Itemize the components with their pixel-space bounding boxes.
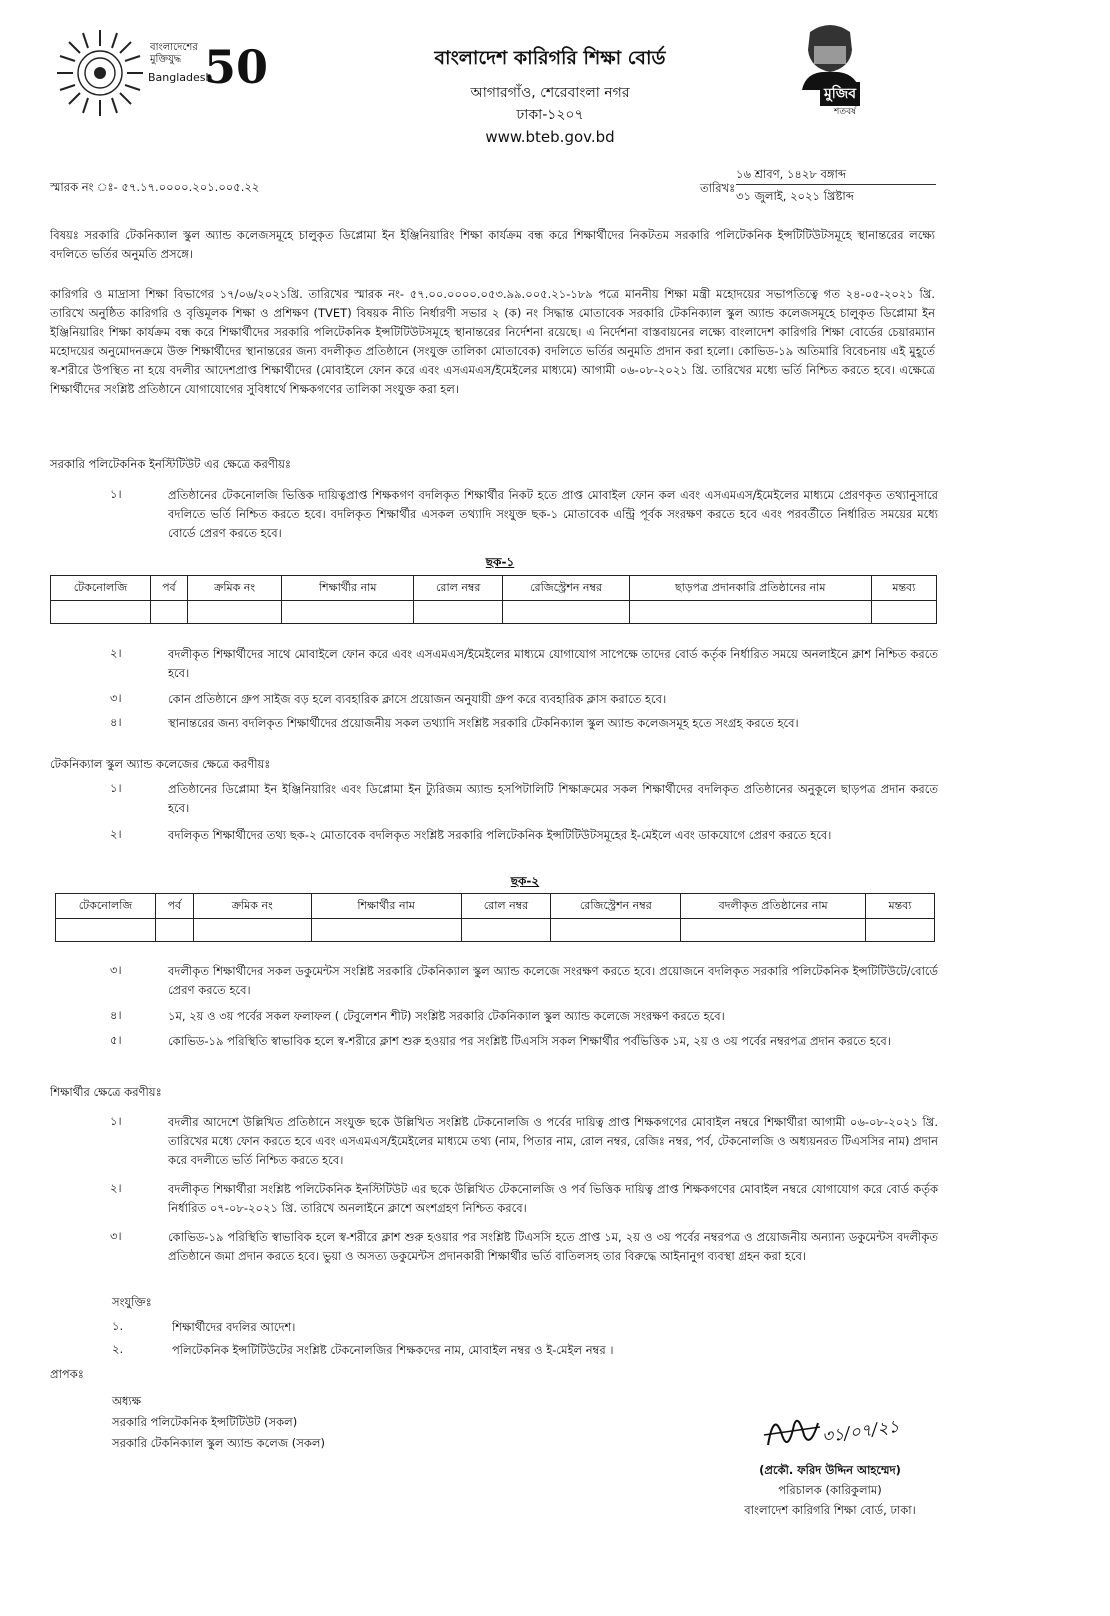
- bteb-emblem-logo: [55, 28, 145, 118]
- address-line-2: ঢাকা-১২০৭: [516, 107, 584, 123]
- col-student-name: শিক্ষার্থীর নাম: [282, 576, 414, 601]
- signatory-office: বাংলাদেশ কারিগরি শিক্ষা বোর্ড, ঢাকা।: [744, 1503, 916, 1517]
- recipients-heading: প্রাপকঃ: [50, 1367, 84, 1381]
- polytechnic-item-3: কোন প্রতিষ্ঠানে গ্রুপ সাইজ বড় হলে ব্যবহারিক ক্লাসে প্রয়োজন অনুযায়ী গ্রুপ করে ব্যবহারিক ক্লাস করাতে হবে।: [168, 692, 667, 706]
- polytechnic-item-1: প্রতিষ্ঠানের টেকনোলজি ভিত্তিক দায়িত্বপ্রাপ্ত শিক্ষকগণ বদলিকৃত শিক্ষার্থীর নিকট হতে প্রাপ্ত মোবাইল ফোন কল এবং এসএমএস/ইমেইলের মাধ্যমে প্রেরণকৃত তথ্যানুসারে বদলিতে ভর্তি নিশ্চিত করতে হবে। বদলিকৃত শিক্ষার্থীর এসকল তথ্যাদি সংযুক্ত ছক-১ মোতাবেক এন্ট্রি পূর্বক সংরক্ষণ করতে হবে এবং পরবর্তীতে নির্ধারিত সময়ের মধ্যে বোর্ডে প্রেরণ করতে হবে।: [168, 488, 938, 540]
- attachments-heading: সংযুক্তিঃ: [112, 1295, 152, 1309]
- mujib-text: মুজিব: [820, 82, 860, 106]
- memo-number: স্মারক নং ঃ- ৫৭.১৭.০০০০.২০১.০০৫.২২: [50, 180, 260, 194]
- signature-icon: [760, 1405, 830, 1455]
- logo-text-1: বাংলাদেশের: [150, 42, 198, 53]
- org-name: বাংলাদেশ কারিগরি শিক্ষা বোর্ড: [434, 47, 666, 69]
- tsc-item-3: বদলীকৃত শিক্ষার্থীদের সকল ডকুমেন্টস সংশ্লিষ্ট সরকারি টেকনিক্যাল স্কুল অ্যান্ড কলেজে সংরক্ষণ করতে হবে। প্রয়োজনে বদলিকৃত সরকারি পলিটেকনিক ইন্সটিটিউটে/বোর্ডে প্রেরণ করতে হবে।: [168, 964, 938, 997]
- table-header-row: [51, 576, 937, 601]
- attachment-2: পলিটেকনিক ইন্সটিটিউটের সংশ্লিষ্ট টেকনোলজির শিক্ষকদের নাম, মোবাইল নম্বর ও ই-মেইল নম্বর ।: [172, 1343, 614, 1357]
- item-number: ৪।: [110, 1008, 122, 1022]
- tsc-item-1: প্রতিষ্ঠানের ডিপ্লোমা ইন ইঞ্জিনিয়ারিং এবং ডিপ্লোমা ইন ট্যুরিজম অ্যান্ড হসপিটালিটি শিক্ষাক্রমের সকল শিক্ষার্থীদের বদলিকৃত প্রতিষ্ঠানের অনুকূলে ছাড়পত্র প্রদান করতে হবে।: [168, 782, 938, 815]
- attachment-1: শিক্ষার্থীদের বদলির আদেশ।: [172, 1320, 296, 1334]
- mujib-sub-text: শতবর্ষ: [834, 107, 857, 117]
- col-registration: রেজিস্ট্রেশন নম্বর: [503, 576, 629, 601]
- recipient-line: অধ্যক্ষ: [112, 1394, 142, 1408]
- section-tsc-heading: টেকনিক্যাল স্কুল অ্যান্ড কলেজের ক্ষেত্রে করণীয়ঃ: [50, 757, 271, 771]
- col-remarks: মন্তব্য: [871, 576, 936, 601]
- portrait-icon: [790, 20, 870, 90]
- tsc-item-2: বদলিকৃত শিক্ষার্থীদের তথ্য ছক-২ মোতাবেক বদলিকৃত সংশ্লিষ্ট সরকারি পলিটেকনিক ইন্সটিটিউটসমূহের ই-মেইলে এবং ডাকযোগে প্রেরণ করতে হবে।: [168, 828, 832, 842]
- letterhead: [300, 44, 800, 146]
- item-number: ২।: [110, 1181, 122, 1195]
- item-number: ৫।: [110, 1033, 122, 1047]
- tsc-item-4: ১ম, ২য় ও ৩য় পর্বের সকল ফলাফল ( টেবুলেশন শীট) সংশ্লিষ্ট সরকারি টেকনিক্যাল স্কুল অ্যান্ড কলেজে সংরক্ষণ করতে হবে।: [168, 1009, 725, 1023]
- table-2-title: ছক-২: [510, 874, 540, 888]
- body-paragraph: কারিগরি ও মাদ্রাসা শিক্ষা বিভাগের ১৭/০৬/২০২১খ্রি. তারিখের স্মারক নং- ৫৭.০০.০০০০.০৫৩.৯৯.০০৫.২১-১৮৯ পত্রে মাননীয় শিক্ষা মন্ত্রী মহোদয়ের সভাপতিত্বে গত ২৪-০৫-২০২১ খ্রি. তারিখে অনুষ্ঠিত কারিগরি ও বৃত্তিমূলক শিক্ষা ও প্রশিক্ষণ (TVET) বিষয়ক নীতি নির্ধারণী সভার ২ (ক) নং সিদ্ধান্ত মোতাবেক সরকারি টেকনিক্যাল স্কুল অ্যান্ড কলেজসমূহে চালুকৃত ডিপ্লোমা ইন ইঞ্জিনিয়ারিং শিক্ষা কার্যক্রম বন্ধ করে শিক্ষার্থীদের সরকারি পলিটেকনিক ইন্সটিটিউটসমূহে স্থানান্তরের নির্দেশনা রয়েছে। এ নির্দেশনা বাস্তবায়নের লক্ষ্যে বাংলাদেশ কারিগরি শিক্ষা বোর্ডের চেয়ারম্যান মহোদয়ের অনুমোদনক্রমে উক্ত শিক্ষার্থীদের স্থানান্তরের জন্য বদলীকৃত প্রতিষ্ঠানে (সংযুক্ত তালিকা মোতাবেক) বদলিতে ভর্তির অনুমতি প্রদান করা হলো। কোভিড-১৯ অতিমারি বিবেচনায় এই মুহূর্তে স্ব-শরীরে উপস্থিত না হয়ে বদলীর আদেশপ্রাপ্ত শিক্ষার্থীদের (মোবাইলে ফোন করে এবং এসএমএস/ইমেইলের মাধ্যমে) আগামী ০৬-০৮-২০২১ খ্রি. তারিখের মধ্যে ভর্তি নিশ্চিত করতে হবে। এক্ষেত্রে শিক্ষার্থীদের সংশ্লিষ্ট প্রতিষ্ঠানে যোগাযোগের সুবিধার্থে শিক্ষকগণের তালিকা সংযুক্ত করা হল।: [50, 287, 935, 396]
- item-number: ২.: [112, 1342, 124, 1356]
- col-semester: পর্ব: [155, 894, 193, 919]
- item-number: ২।: [110, 646, 122, 660]
- signatory-designation: পরিচালক (কারিকুলাম): [778, 1483, 882, 1497]
- col-technology: টেকনোলজি: [56, 894, 156, 919]
- col-roll: রোল নম্বর: [414, 576, 503, 601]
- address-line-1: আগারগাঁও, শেরেবাংলা নগর: [470, 85, 630, 101]
- table-2: [55, 893, 935, 942]
- col-clearance-institute: ছাড়পত্র প্রদানকারি প্রতিষ্ঠানের নাম: [629, 576, 871, 601]
- section-polytechnic-heading: সরকারি পলিটেকনিক ইনস্টিটিউট এর ক্ষেত্রে করণীয়ঃ: [50, 457, 291, 471]
- item-number: ১।: [110, 781, 122, 795]
- table-1-title: ছক-১: [485, 555, 515, 569]
- section-student-heading: শিক্ষার্থীর ক্ষেত্রে করণীয়ঃ: [50, 1085, 162, 1099]
- logo-text-2: মুক্তিযুদ্ধ: [150, 54, 182, 65]
- recipients-list: [112, 1391, 325, 1454]
- logo-50-text: 50: [204, 40, 269, 94]
- item-number: ১।: [110, 487, 122, 501]
- student-item-3: কোভিড-১৯ পরিস্থিতি স্বাভাবিক হলে স্ব-শরীরে ক্লাশ শুরু হওয়ার পর সংশ্লিষ্ট টিএসসি হতে প্রাপ্ত ১ম, ২য় ও ৩য় পর্বের নম্বরপত্র ও প্রয়োজনীয় অন্যান্য ডকুমেন্টস বদলীকৃত প্রতিষ্ঠানে জমা প্রদান করতে হবে। ভুয়া ও অসত্য ডকুমেন্টস প্রদানকারী শিক্ষার্থীর ভর্তি বাতিলসহ তার বিরুদ্ধে আইনানুগ ব্যবস্থা গ্রহন করা হবে।: [168, 1230, 938, 1263]
- subject: বিষয়ঃ সরকারি টেকনিক্যাল স্কুল অ্যান্ড কলেজসমূহে চালুকৃত ডিপ্লোমা ইন ইঞ্জিনিয়ারিং শিক্ষা কার্যক্রম বন্ধ করে শিক্ষার্থীদের নিকটতম সরকারি পলিটেকনিক ইন্সটিটিউটসমূহে স্থানান্তরের লক্ষ্যে বদলিতে ভর্তির অনুমতি প্রসঙ্গে।: [50, 228, 935, 261]
- col-transfer-institute: বদলীকৃত প্রতিষ্ঠানের নাম: [681, 894, 866, 919]
- tsc-item-5: কোভিড-১৯ পরিস্থিতি স্বাভাবিক হলে স্ব-শরীরে ক্লাশ শুরু হওয়ার পর সংশ্লিষ্ট টিএসসি সকল শিক্ষার্থীর পর্বভিত্তিক ১ম, ২য় ও ৩য় পর্বের নম্বরপত্র প্রদান করতে হবে।: [168, 1034, 891, 1048]
- mujib-logo: [790, 20, 870, 118]
- item-number: ১.: [112, 1319, 124, 1333]
- item-number: ৩।: [110, 1229, 122, 1243]
- item-number: ১।: [110, 1114, 122, 1128]
- signatory-name: (প্রকৌ. ফরিদ উদ্দিন আহম্মেদ): [759, 1463, 901, 1477]
- item-number: ৩।: [110, 691, 122, 705]
- signature-block: [720, 1460, 940, 1520]
- date-bangla: ১৬ শ্রাবণ, ১৪২৮ বঙ্গাব্দ: [736, 167, 846, 181]
- recipient-line: সরকারি পলিটেকনিক ইন্সটিটিউট (সকল): [112, 1415, 298, 1429]
- col-semester: পর্ব: [150, 576, 187, 601]
- recipient-line: সরকারি টেকনিক্যাল স্কুল অ্যান্ড কলেজ (সকল): [112, 1436, 325, 1450]
- student-item-1: বদলীর আদেশে উল্লিখিত প্রতিষ্ঠানে সংযুক্ত ছকে উল্লিখিত সংশ্লিষ্ট টেকনোলজি ও পর্বের দায়িত্ব প্রাপ্ত শিক্ষকগণের মোবাইল নম্বরে শিক্ষার্থীরা আগামী ০৬-০৮-২০২১ খ্রি. তারিখের মধ্যে ফোন করতে হবে এবং এসএমএস/ইমেইলের মাধ্যমে তথ্য (নাম, পিতার নাম, রোল নম্বর, রেজিঃ নম্বর, পর্ব, টেকনোলজি ও অধ্যয়নরত টিএসসির নাম) প্রদান করে বদলীতে ভর্তি নিশ্চিত করতে হবে।: [168, 1115, 938, 1167]
- col-roll: রোল নম্বর: [461, 894, 551, 919]
- item-number: ৩।: [110, 963, 122, 977]
- table-1: [50, 575, 937, 624]
- bangladesh-50-logo: [148, 38, 269, 108]
- col-serial: ক্রমিক নং: [187, 576, 282, 601]
- col-technology: টেকনোলজি: [51, 576, 151, 601]
- website-link[interactable]: www.bteb.gov.bd: [485, 128, 615, 146]
- logo-bangladesh-text: Bangladesh: [148, 71, 213, 84]
- date-divider: [736, 184, 936, 185]
- signature-date: ৩১/০৭/২১: [820, 1416, 901, 1448]
- table-row: [51, 601, 937, 624]
- item-number: ২।: [110, 827, 122, 841]
- item-number: ৪।: [110, 715, 122, 729]
- polytechnic-item-2: বদলীকৃত শিক্ষার্থীদের সাথে মোবাইলে ফোন করে এবং এসএমএস/ইমেইলের মাধ্যমে যোগাযোগ সাপেক্ষে তাদের বোর্ড কর্তৃক নির্ধারিত সময়ে অনলাইনে ক্লাশ নিশ্চিত করতে হবে।: [168, 647, 938, 680]
- col-serial: ক্রমিক নং: [193, 894, 311, 919]
- signature-scribble: [760, 1405, 920, 1460]
- table-row: [56, 919, 935, 942]
- date-english: ৩১ জুলাই, ২০২১ খ্রিষ্টাব্দ: [736, 189, 854, 203]
- col-registration: রেজিস্ট্রেশন নম্বর: [551, 894, 681, 919]
- col-student-name: শিক্ষার্থীর নাম: [311, 894, 461, 919]
- polytechnic-item-4: স্থানান্তরের জন্য বদলিকৃত শিক্ষার্থীদের প্রয়োজনীয় সকল তথ্যাদি সংশ্লিষ্ট সরকারি টেকনিক্যাল স্কুল অ্যান্ড কলেজসমূহ হতে সংগ্রহ করতে হবে।: [168, 716, 799, 730]
- student-item-2: বদলীকৃত শিক্ষার্থীরা সংশ্লিষ্ট পলিটেকনিক ইনস্টিটিউট এর ছকে উল্লিখিত টেকনোলজি ও পর্ব ভিত্তিক দায়িত্ব প্রাপ্ত শিক্ষকগণের মোবাইল নম্বরে যোগাযোগ করে বোর্ড কর্তৃক নির্ধারিত ০৭-০৮-২০২১ খ্রি. তারিখে অনলাইনে ক্লাশে অংশগ্রহণ নিশ্চিত করবে।: [168, 1182, 938, 1215]
- table-header-row: [56, 894, 935, 919]
- col-remarks: মন্তব্য: [866, 894, 935, 919]
- date-label: তারিখঃ: [700, 181, 736, 195]
